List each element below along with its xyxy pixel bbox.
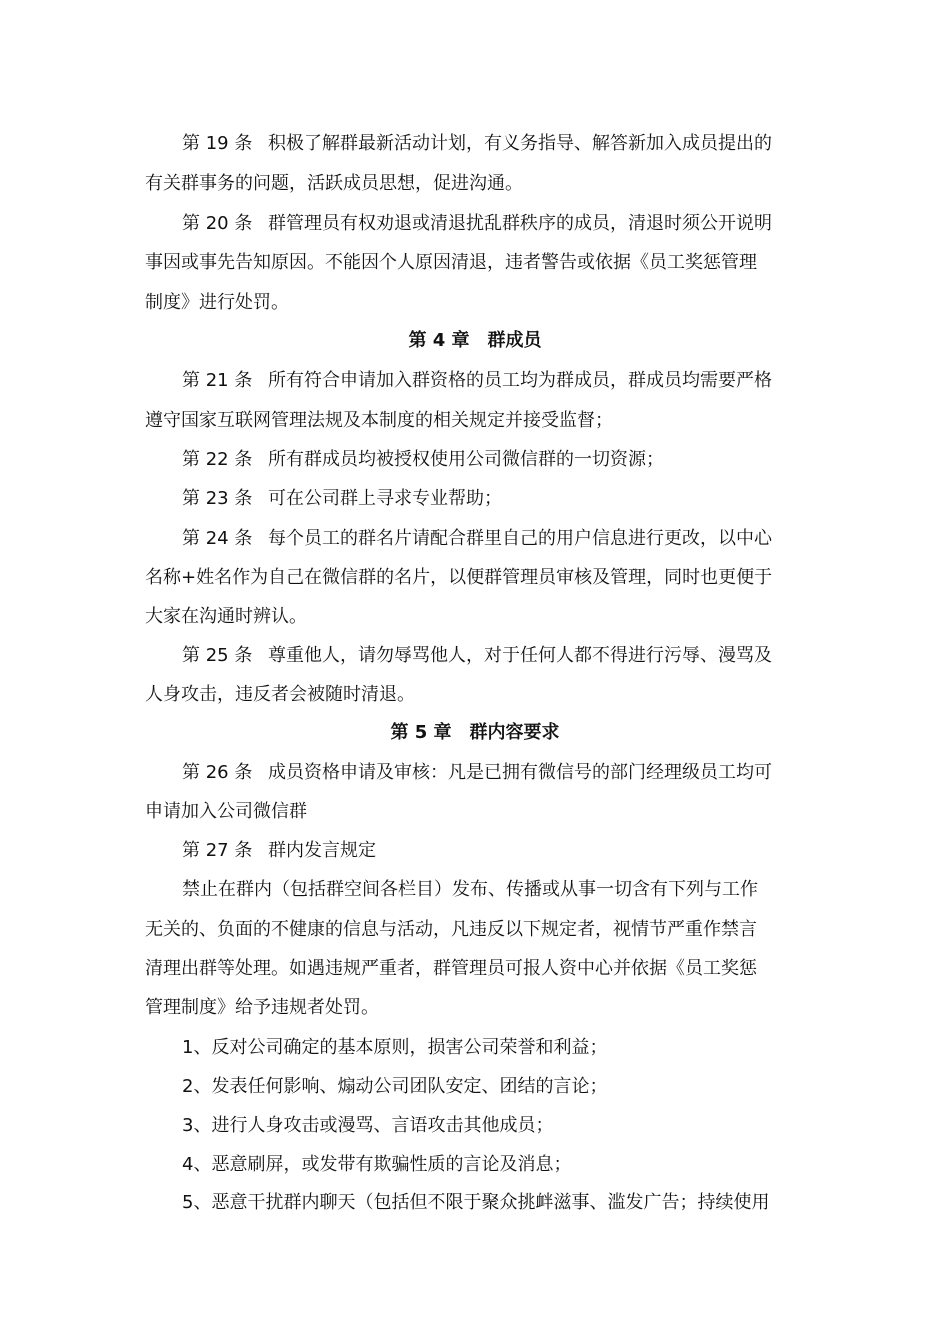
article-22-line-1 [182,448,807,472]
article-27-text: 群内发言规定 [268,840,376,861]
article-26-line-1 [182,761,807,785]
list-item: 2、发表任何影响、煽动公司团队安定、团结的言论； [182,1076,608,1097]
article-21-number: 第 21 条 [182,370,253,391]
list-item: 5、恶意干扰群内聊天（包括但不限于聚众挑衅滋事、滥发广告；持续使用 [182,1192,770,1213]
article-23-text: 可在公司群上寻求专业帮助； [268,488,502,509]
article-25-line-2: 人身攻击，违反者会被随时清退。 [145,684,415,705]
list-item: 4、恶意刷屏，或发带有欺骗性质的言论及消息； [182,1154,572,1175]
article-24-line-1 [182,527,807,551]
article-21-line-2: 遵守国家互联网管理法规及本制度的相关规定并接受监督； [145,410,613,431]
article-24-line-3: 大家在沟通时辨认。 [145,606,307,627]
prohibition-paragraph-line-3: 清理出群等处理。如遇违规严重者，群管理员可报人资中心并依据《员工奖惩 [145,958,757,979]
article-19-text: 积极了解群最新活动计划，有义务指导、解答新加入成员提出的 [268,133,772,154]
article-21-text: 所有符合申请加入群资格的员工均为群成员，群成员均需要严格 [268,370,772,391]
article-20-line-1 [182,212,807,236]
article-26-text: 成员资格申请及审核：凡是已拥有微信号的部门经理级员工均可 [268,762,772,783]
prohibition-paragraph-line-4: 管理制度》给予违规者处罚。 [145,997,379,1018]
article-20-line-2: 事因或事先告知原因。不能因个人原因清退，违者警告或依据《员工奖惩管理 [145,252,757,273]
prohibition-paragraph-line-1: 禁止在群内（包括群空间各栏目）发布、传播或从事一切含有下列与工作 [182,879,758,900]
article-21-line-1 [182,369,807,393]
article-19-line-2: 有关群事务的问题，活跃成员思想，促进沟通。 [145,173,523,194]
article-24-text: 每个员工的群名片请配合群里自己的用户信息进行更改，以中心 [268,528,772,549]
article-25-number: 第 25 条 [182,645,253,666]
article-26-number: 第 26 条 [182,762,253,783]
article-19-number: 第 19 条 [182,133,253,154]
article-22-number: 第 22 条 [182,449,253,470]
list-item: 3、进行人身攻击或漫骂、言语攻击其他成员； [182,1115,554,1136]
article-23-number: 第 23 条 [182,488,253,509]
article-27-number: 第 27 条 [182,840,253,861]
article-20-line-3: 制度》进行处罚。 [145,292,289,313]
article-24-line-2: 名称+姓名作为自己在微信群的名片，以便群管理员审核及管理，同时也更便于 [145,567,773,588]
article-20-number: 第 20 条 [182,213,253,234]
article-22-text: 所有群成员均被授权使用公司微信群的一切资源； [268,449,664,470]
list-item: 1、反对公司确定的基本原则，损害公司荣誉和利益； [182,1037,608,1058]
article-26-line-2: 申请加入公司微信群 [145,801,307,822]
article-23-line-1 [182,487,807,511]
chapter-4-heading: 第 4 章 群成员 [408,330,542,351]
article-27-line-1 [182,839,807,863]
article-25-text: 尊重他人，请勿辱骂他人，对于任何人都不得进行污辱、漫骂及 [268,645,772,666]
article-20-text: 群管理员有权劝退或清退扰乱群秩序的成员，清退时须公开说明 [268,213,772,234]
chapter-5-heading: 第 5 章 群内容要求 [390,722,560,743]
prohibition-paragraph-line-2: 无关的、负面的不健康的信息与活动，凡违反以下规定者，视情节严重作禁言 [145,919,757,940]
article-24-number: 第 24 条 [182,528,253,549]
article-25-line-1 [182,644,807,668]
article-19-line-1 [182,132,807,156]
